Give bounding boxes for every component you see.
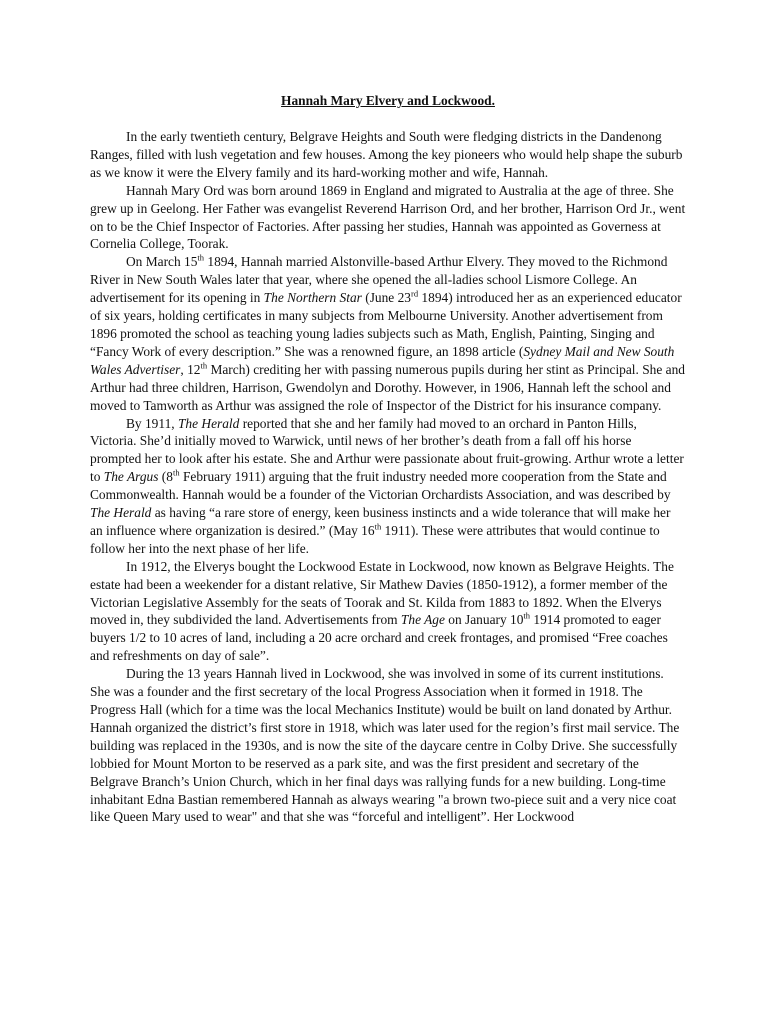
document-title: Hannah Mary Elvery and Lockwood. <box>281 93 495 108</box>
text-run: By 1911, <box>126 415 178 431</box>
superscript: th <box>374 521 382 532</box>
text-run: (8 <box>158 469 173 485</box>
document-page <box>90 92 686 826</box>
text-run: During the 13 years Hannah lived in Lockwood, she was involved in some of its current institutions. She was a founder and the first secretary of the local Progress Association when it formed in 1918. The Progress Hall (which for a time was the local Mechanics Institute) would be built on land donated by Arthur. Hannah organized the district’s first store in 1918, which was later used for the region’s first mail service. The building was replaced in the 1930s, and is now the site of the daycare centre in Colby Drive. She successfully lobbied for Mount Morton to be reserved as a park site, and was the first president and secretary of the Belgrave Branch’s Union Church, which in her final days was rallying funds for a new building. Long-time inhabitant Edna Bastian remembered Hannah as always wearing "a brown two-piece suit and a very nice coat like Queen Mary used to wear" and that she was “forceful and intelligent”. Her Lockwood <box>90 666 680 825</box>
text-run: reported that she and her family had moved to an orchard in Panton Hills, Victoria. She’d initially moved to Warwick, until news of her brother’s death from a fall off his horse prompted her to look after his estate. She and Arthur were passionate about fruit-growing. Arthur wrote a letter to <box>90 415 684 485</box>
text-run: 1894, Hannah married Alstonville-based Arthur Elvery. They moved to the Richmond River in New South Wales later that year, where she opened the all-ladies school Lismore College. An advertisement for its opening in <box>90 254 668 306</box>
text-run: 1911). These were attributes that would continue to follow her into the next phase of her life. <box>90 522 660 556</box>
paragraph <box>90 558 686 665</box>
paragraph <box>90 253 686 414</box>
italic-title: Sydney Mail and New South Wales Advertiser <box>90 343 675 377</box>
text-run: (June 23 <box>361 290 411 306</box>
superscript: th <box>172 467 180 478</box>
text-run: March) crediting her with passing numerous pupils during her stint as Principal. She and Arthur had three children, Harrison, Gwendolyn and Dorothy. However, in 1906, Hannah left the school and moved to Tamworth as Arthur was assigned the role of Inspector of the District for his insurance company. <box>90 361 685 413</box>
document-body <box>90 128 686 826</box>
text-run: as having “a rare store of energy, keen business instincts and a wide tolerance that will make her an influence where organization is desired.” (May 16 <box>90 505 671 538</box>
paragraph <box>90 415 686 558</box>
italic-title: The Northern Star <box>263 290 362 306</box>
superscript: th <box>197 252 205 263</box>
superscript: th <box>200 360 208 371</box>
italic-title: The Age <box>400 612 445 628</box>
text-run: on January 10 <box>444 612 524 628</box>
italic-title: The Argus <box>103 469 159 485</box>
italic-title: The Herald <box>177 415 240 431</box>
superscript: th <box>523 611 531 621</box>
italic-title: The Herald <box>90 505 152 521</box>
text-run: In the early twentieth century, Belgrave Heights and South were fledging districts in the Dandenong Ranges, filled with lush vegetation and few houses. Among the key pioneers who would help shape the suburb as we know it were the Elvery family and its hard-working mother and wife, Hannah. <box>90 129 683 180</box>
text-run: February 1911) arguing that the fruit industry needed more cooperation from the State and Commonwealth. Hannah would be a founder of the Victorian Orchardists Association, and was described by <box>90 469 671 503</box>
text-run: Hannah Mary Ord was born around 1869 in England and migrated to Australia at the age of three. She grew up in Geelong. Her Father was evangelist Reverend Harrison Ord, and her brother, Harrison Ord Jr., went on to be the Chief Inspector of Factories. After passing her studies, Hannah was appointed as Governess at Cornelia College, Toorak. <box>90 182 686 252</box>
text-run: , 12 <box>180 361 201 377</box>
paragraph <box>90 182 686 254</box>
paragraph <box>90 665 686 826</box>
text-run: On March 15 <box>126 254 198 270</box>
superscript: rd <box>410 288 419 299</box>
text-run: In 1912, the Elverys bought the Lockwood Estate in Lockwood, now known as Belgrave Heights. The estate had been a weekender for a distant relative, Sir Mathew Davies (1850-1912), a former member of the Victorian Legislative Assembly for the seats of Toorak and St. Kilda from 1883 to 1892. When the Elverys moved in, they subdivided the land. Advertisements from <box>90 558 674 628</box>
text-run: 1894) introduced her as an experienced educator of six years, holding certificates in many subjects from Melbourne University. Another advertisement from 1896 promoted the school as teaching young ladies subjects such as Math, English, Painting, Singing and “Fancy Work of every description.” She was a renowned figure, an 1898 article ( <box>90 290 682 359</box>
paragraph <box>90 128 686 182</box>
text-run: 1914 promoted to eager buyers 1/2 to 10 acres of land, including a 20 acre orchard and creek frontages, and promised “Free coaches and refreshments on day of sale”. <box>90 612 668 664</box>
